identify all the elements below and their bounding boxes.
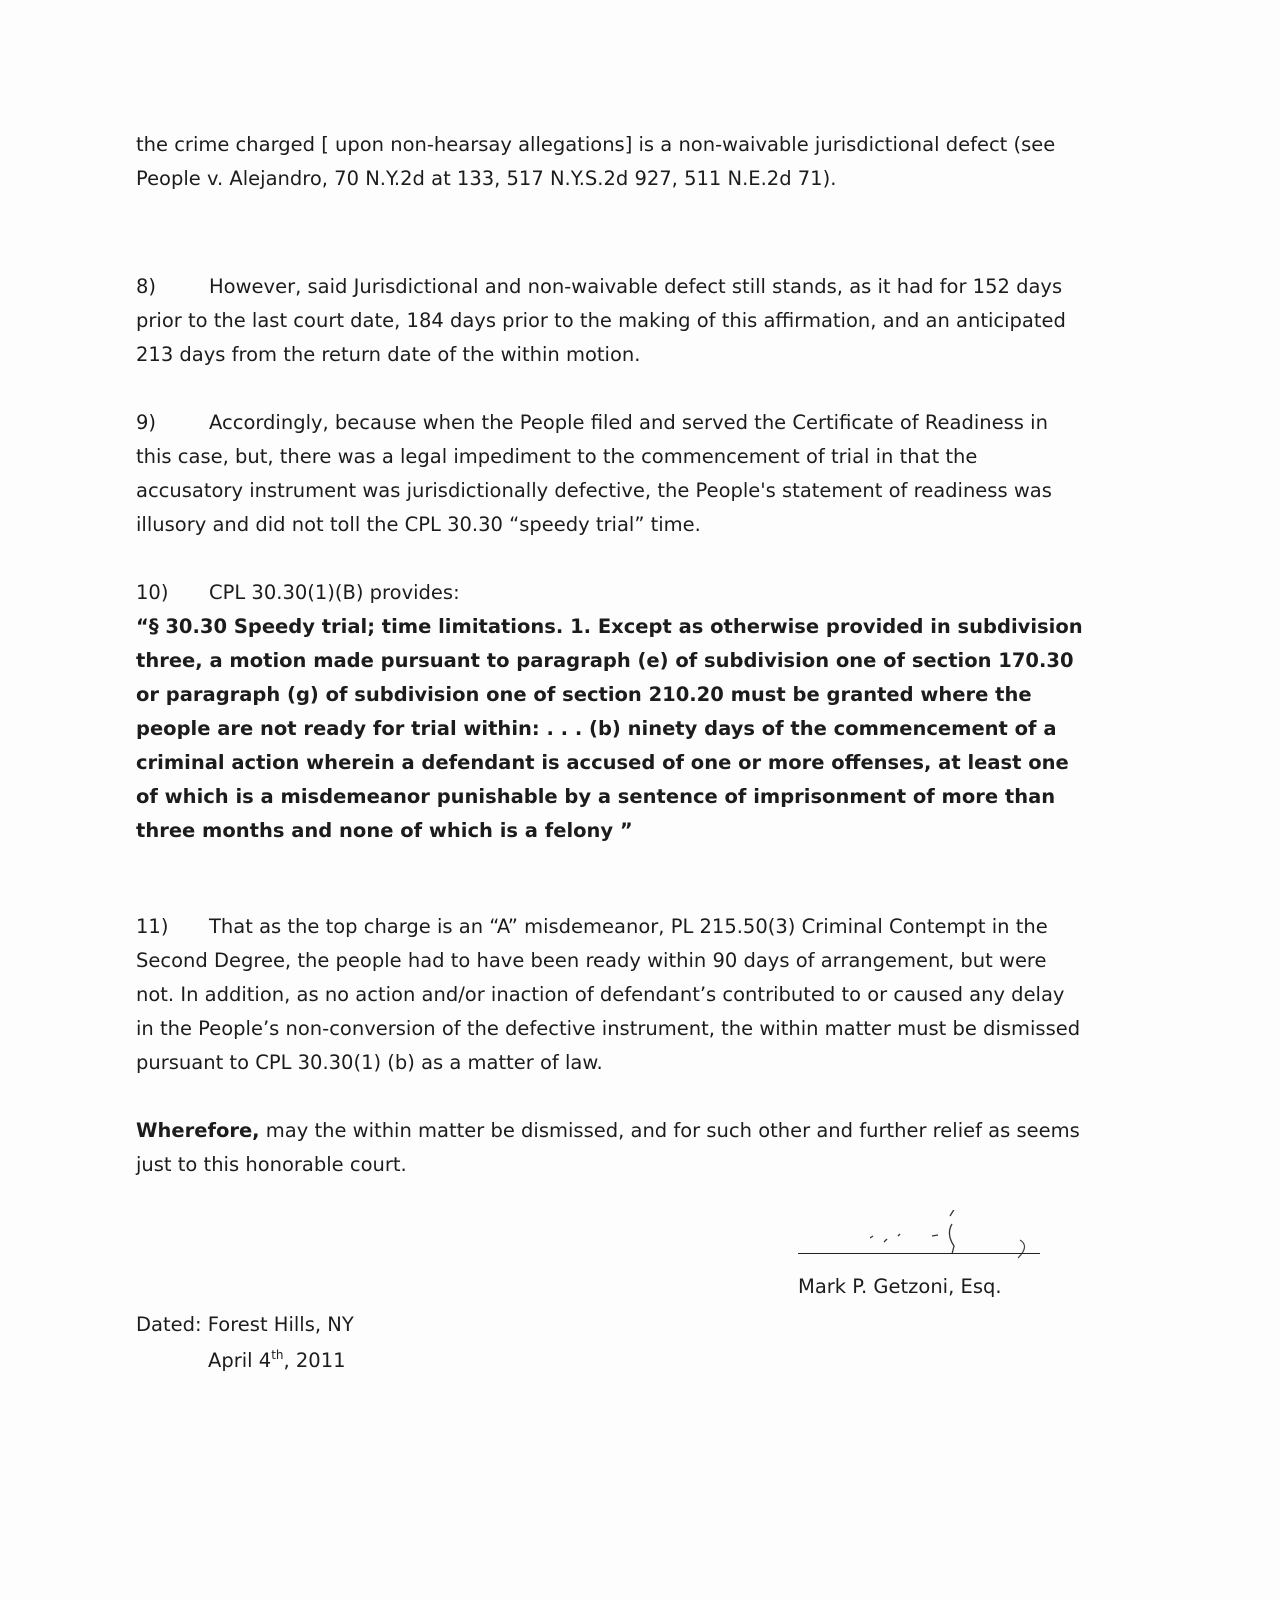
intro-line-1: the crime charged [ upon non-hearsay allegations] is a non-waivable jurisdictional defect (see — [136, 133, 1056, 156]
dated-date — [208, 1344, 346, 1378]
date-ordinal-suffix: th — [271, 1348, 284, 1362]
signature-line — [798, 1253, 1040, 1254]
paragraph-11-number: 11) — [136, 915, 169, 938]
date-month-day: April 4 — [208, 1349, 272, 1372]
date-year: , 2011 — [283, 1349, 346, 1372]
paragraph-8-number: 8) — [136, 275, 157, 298]
wherefore-paragraph — [136, 1114, 1086, 1182]
dated-place: Dated: Forest Hills, NY — [136, 1313, 354, 1336]
paragraph-9-number: 9) — [136, 411, 157, 434]
statute-quote: “§ 30.30 Speedy trial; time limitations. 1. Except as otherwise provided in subdivision three, a motion made pursuant to paragraph (e) of subdivision one of section 170.30 or paragraph (g) of subdivision one of section 210.20 must be granted where the people are not ready for trial within: . . . (b) ninety days of the commencement of a criminal action wherein a defendant is accused of one or more offenses, at least one of which is a misdemeanor punishable by a sentence of imprisonment of more than three months and none of which is a felony ” — [136, 615, 1083, 842]
paragraph-9 — [136, 406, 1086, 542]
paragraph-8-text: However, said Jurisdictional and non-waivable defect still stands, as it had for 152 days prior to the last court date, 184 days prior to the making of this affirmation, and an anticipated 213 days from the return date of the within motion. — [136, 275, 1066, 366]
paragraph-10-number: 10) — [136, 581, 169, 604]
intro-line-2: People v. Alejandro, 70 N.Y.2d at 133, 517 N.Y.S.2d 927, 511 N.E.2d 71). — [136, 167, 837, 190]
wherefore-text: may the within matter be dismissed, and for such other and further relief as seems just to this honorable court. — [136, 1119, 1080, 1176]
paragraph-11-text: That as the top charge is an “A” misdemeanor, PL 215.50(3) Criminal Contempt in the Second Degree, the people had to have been ready within 90 days of arrangement, but were not. In addition, as no action and/or inaction of defendant’s contributed to or caused any delay in the People’s non-conversion of the defective instrument, the within matter must be dismissed pursuant to CPL 30.30(1) (b) as a matter of law. — [136, 915, 1081, 1074]
wherefore-lead: Wherefore, — [136, 1119, 260, 1142]
intro-paragraph — [136, 128, 1086, 196]
paragraph-11 — [136, 910, 1086, 1080]
paragraph-10 — [136, 576, 1086, 848]
signer-name: Mark P. Getzoni, Esq. — [798, 1275, 1002, 1298]
paragraph-10-heading: CPL 30.30(1)(B) provides: — [209, 581, 460, 604]
paragraph-9-text: Accordingly, because when the People filed and served the Certificate of Readiness in this case, but, there was a legal impediment to the commencement of trial in that the accusatory instrument was jurisdictionally defective, the People's statement of readiness was illusory and did not toll the CPL 30.30 “speedy trial” time. — [136, 411, 1052, 536]
paragraph-8 — [136, 270, 1086, 372]
